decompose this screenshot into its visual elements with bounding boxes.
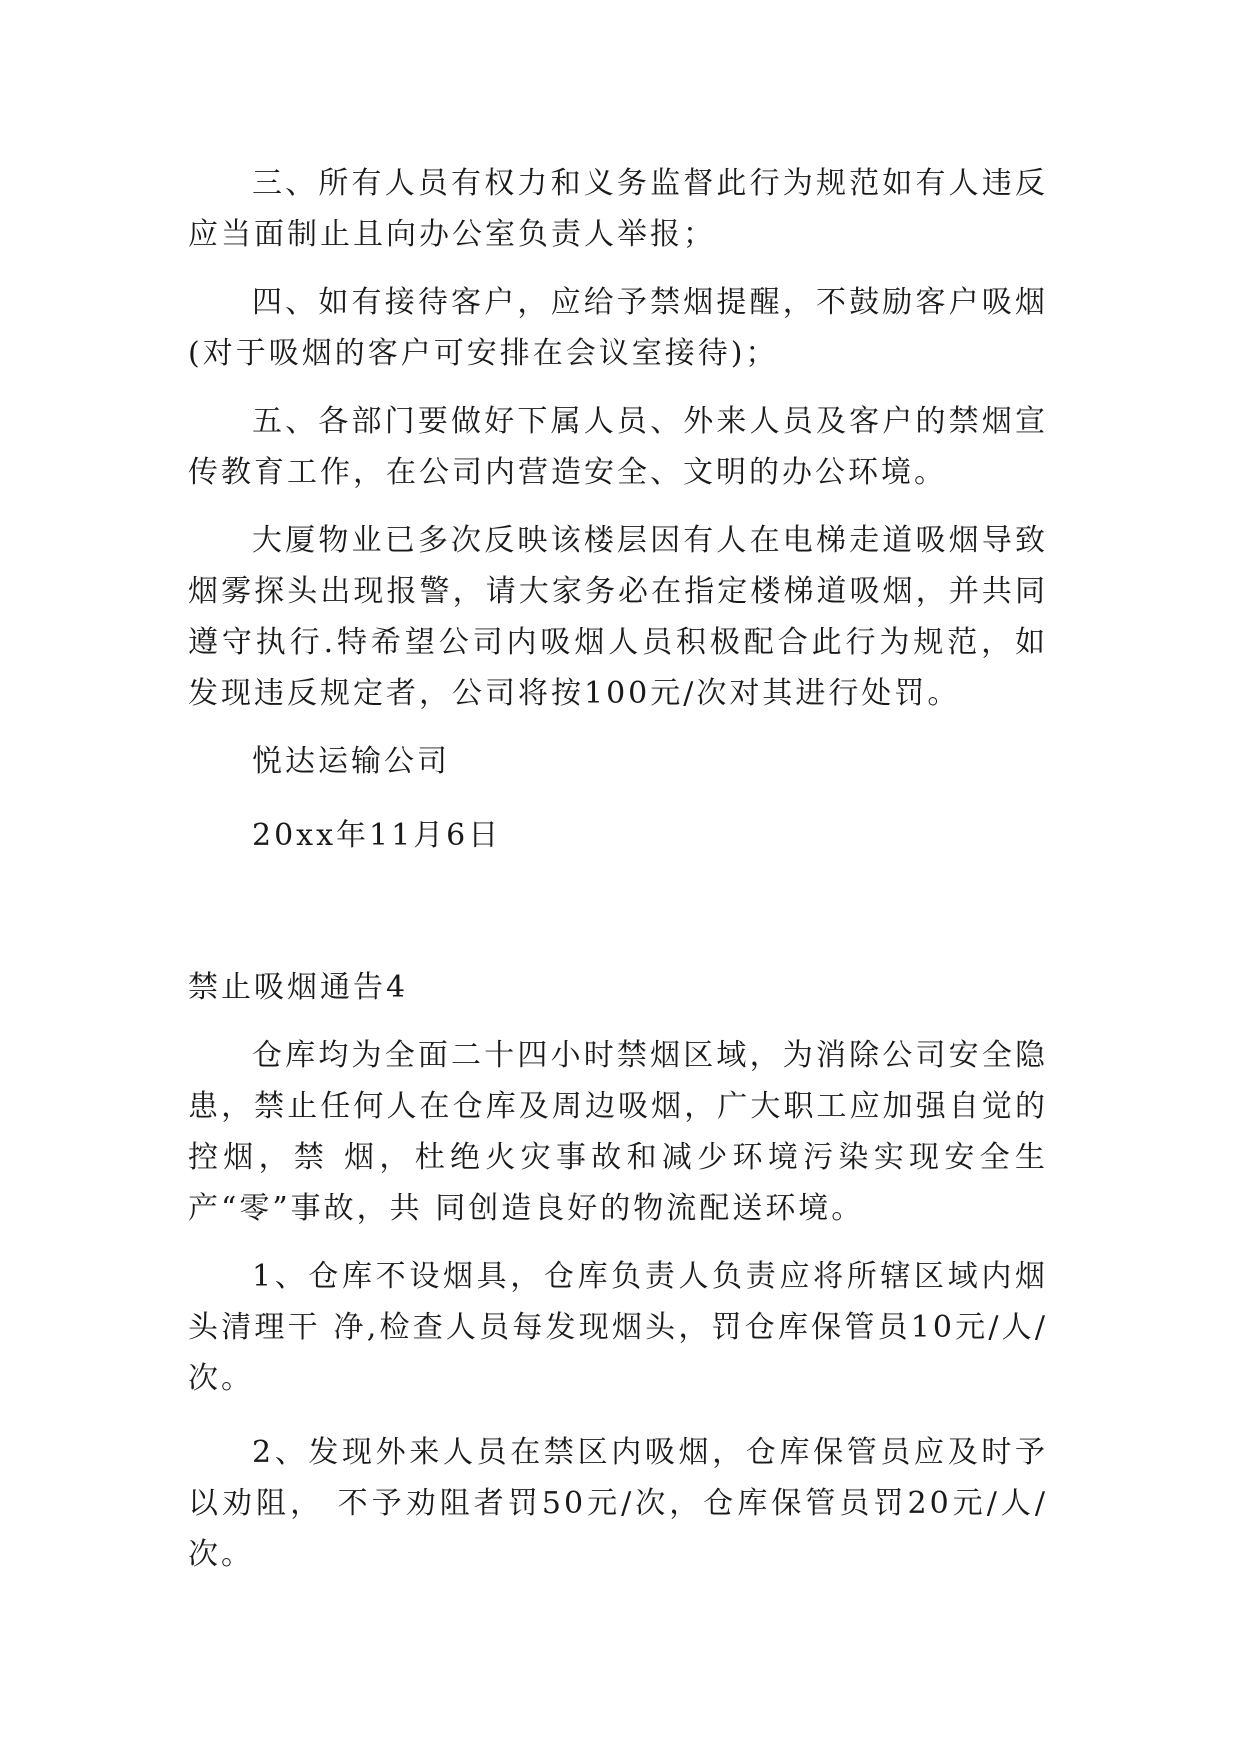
paragraph-notice: 大厦物业已多次反映该楼层因有人在电梯走道吸烟导致烟雾探头出现报警，请大家务必在指定楼梯道吸烟，并共同遵守执行.特希望公司内吸烟人员积极配合此行为规范，如发现违反规定者，公司将按100元/次对其进行处罚。 (188, 523, 1048, 711)
paragraph-rule-3: 三、所有人员有权力和义务监督此行为规范如有人违反应当面制止且向办公室负责人举报； (188, 166, 1048, 252)
section-paragraph-rule-2: 2、发现外来人员在禁区内吸烟，仓库保管员应及时予以劝阻， 不予劝阻者罚50元/次，仓库保管员罚20元/人/次。 (188, 1435, 1048, 1572)
section-paragraph-rule-1: 1、仓库不设烟具，仓库负责人负责应将所辖区域内烟头清理干 净,检查人员每发现烟头，罚仓库保管员10元/人/次。 (188, 1259, 1048, 1396)
document-body (188, 158, 1048, 1580)
paragraph-rule-4: 四、如有接待客户，应给予禁烟提醒，不鼓励客户吸烟(对于吸烟的客户可安排在会议室接待)； (188, 285, 1048, 371)
signature-date: 20xx年11月6日 (252, 818, 502, 853)
signature-company: 悦达运输公司 (252, 744, 450, 779)
section-title: 禁止吸烟通告4 (188, 970, 409, 1005)
paragraph-rule-5: 五、各部门要做好下属人员、外来人员及客户的禁烟宣传教育工作，在公司内营造安全、文明的办公环境。 (188, 404, 1048, 490)
section-paragraph-intro: 仓库均为全面二十四小时禁烟区域，为消除公司安全隐患，禁止任何人在仓库及周边吸烟，广大职工应加强自觉的控烟，禁 烟，杜绝火灾事故和减少环境污染实现安全生产“零”事故，共 同创造良好的物流配送环境。 (188, 1038, 1048, 1226)
